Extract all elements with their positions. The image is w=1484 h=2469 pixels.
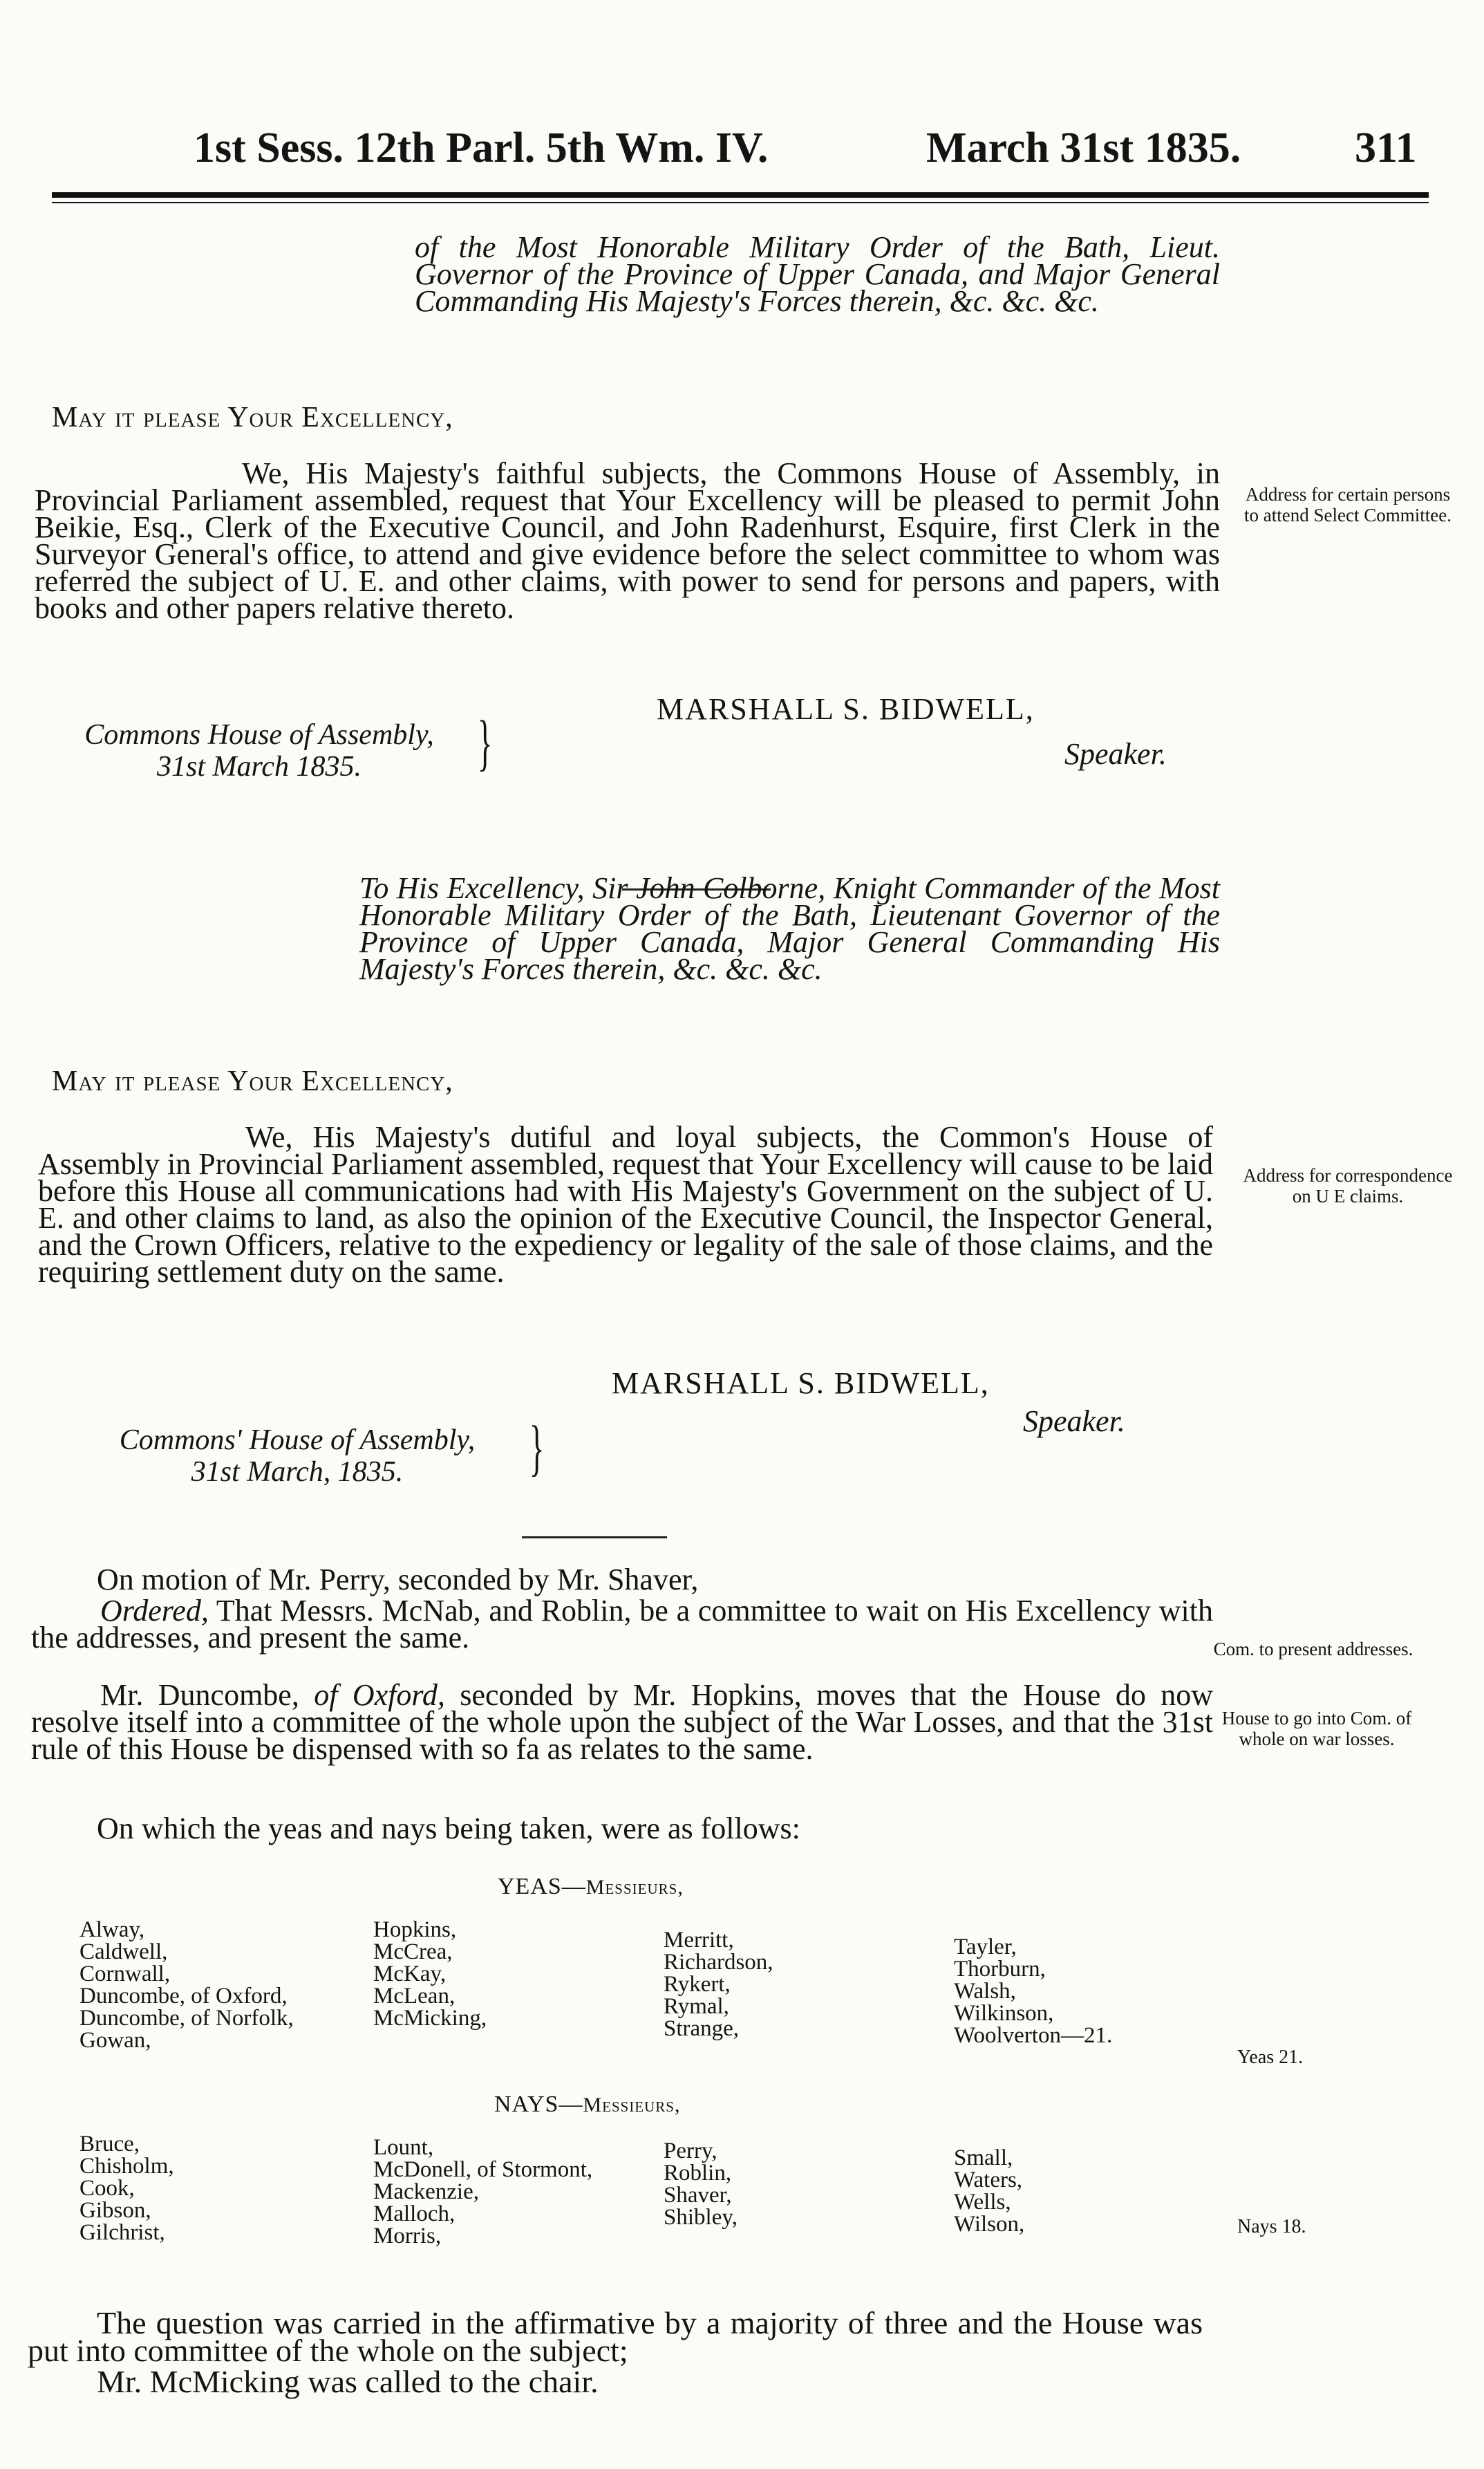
list-item: Thorburn, (954, 1957, 1046, 1982)
address1-date: 31st March 1835. (157, 751, 361, 783)
address2-title (359, 871, 1220, 986)
list-item: Gibson, (79, 2198, 151, 2223)
nays-heading (494, 2091, 681, 2118)
address1-place-date (45, 719, 473, 783)
nays-tally: Nays 18. (1237, 2216, 1306, 2237)
list-item: Mackenzie, (373, 2179, 479, 2204)
yeas-tally: Yeas 21. (1237, 2047, 1304, 2068)
nays-label: NAYS— (494, 2091, 583, 2117)
list-item: Rykert, (664, 1972, 731, 1997)
duncombe-motion (31, 1678, 1214, 1766)
session-label: 1st Sess. 12th Parl. 5th Wm. IV. (194, 124, 769, 171)
address2-signer: MARSHALL S. BIDWELL, (612, 1366, 990, 1400)
nays-column-1 (79, 2133, 174, 2244)
address1-title: of the Most Honorable Military Order of the Bath, Lieut. Governor of the Province of Upper Canada, and Major General Commanding His Majesty's Forces therein, &c. &c. &c. (415, 230, 1220, 318)
address2-salutation: May it please Your Excellency, (52, 1065, 453, 1097)
list-item: Small, (954, 2145, 1013, 2170)
yeas-column-3 (664, 1929, 773, 2040)
margin-note-address2: Address for correspondence on U E claims. (1243, 1165, 1453, 1206)
duncombe-oxford: of Oxford, (314, 1678, 445, 1712)
list-item: Wilkinson, (954, 2001, 1054, 2026)
list-item: McMicking, (373, 2006, 487, 2031)
address1-place: Commons House of Assembly, (84, 719, 434, 751)
yeas-nays-intro: On which the yeas and nays being taken, were as follows: (97, 1811, 800, 1845)
list-item: Gilchrist, (79, 2220, 165, 2245)
list-item: Hopkins, (373, 1917, 457, 1942)
header-rule (52, 192, 1429, 198)
yeas-column-1 (79, 1919, 294, 2051)
margin-note-house: House to go into Com. of whole on war losses. (1221, 1708, 1412, 1749)
list-item: Waters, (954, 2168, 1023, 2192)
address2-date: 31st March, 1835. (191, 1456, 404, 1488)
address2-brace: } (529, 1414, 545, 1482)
list-item: McDonell, of Stormont, (373, 2157, 593, 2182)
list-item: Richardson, (664, 1950, 773, 1975)
list-item: Walsh, (954, 1979, 1016, 2004)
list-item: Malloch, (373, 2201, 455, 2226)
list-item: Shibley, (664, 2205, 738, 2230)
list-item: Morris, (373, 2224, 442, 2248)
list-item: Woolverton—21. (954, 2023, 1113, 2048)
list-item: McKay, (373, 1962, 447, 1986)
list-item: Bruce, (79, 2132, 140, 2156)
yeas-messieurs: Messieurs, (585, 1876, 684, 1899)
nays-column-3 (664, 2140, 738, 2228)
list-item: Wells, (954, 2190, 1011, 2215)
list-item: Merritt, (664, 1928, 734, 1953)
margin-note-committee: Com. to present addresses. (1213, 1639, 1413, 1659)
list-item: Cornwall, (79, 1962, 171, 1986)
address2-title-text: To His Excellency, Sir John Colborne, Knight Commander of the Most Honorable Military Order of the Bath, Lieutenant Governor of the Province of Upper Canada, Major General Commanding His Majesty's Forces therein, &c. &c. &c. (359, 871, 1220, 986)
list-item: Duncombe, of Oxford, (79, 1984, 288, 2009)
list-item: Alway, (79, 1917, 145, 1942)
page-number: 311 (1355, 124, 1417, 171)
ordered-text: That Messrs. McNab, and Roblin, be a committee to wait on His Excellency with the addresses, and present the same. (31, 1594, 1213, 1655)
list-item: Strange, (664, 2016, 740, 2041)
chair-line: Mr. McMicking was called to the chair. (97, 2364, 599, 2399)
list-item: Perry, (664, 2139, 717, 2163)
address1-speaker: Speaker. (1064, 737, 1167, 771)
yeas-column-4 (954, 1936, 1112, 2047)
address1-body: We, His Majesty's faithful subjects, the Commons House of Assembly, in Provincial Parliament assembled, request that Your Excellency will be pleased to permit John Beikie, Esq., Clerk of the Executive Council, and John Radenhurst, Esquire, first Clerk in the Surveyor General's office, to attend and give evidence before the select committee to whom was referred the subject of U. E. and other claims, with power to send for persons and papers, with books and other papers relative thereto. (35, 456, 1220, 625)
list-item: Lount, (373, 2135, 434, 2160)
nays-column-2 (373, 2136, 592, 2247)
list-item: Duncombe, of Norfolk, (79, 2006, 294, 2031)
address1-salutation: May it please Your Excellency, (52, 402, 453, 434)
address1-signer: MARSHALL S. BIDWELL, (657, 692, 1035, 726)
list-item: Cook, (79, 2176, 135, 2201)
address2-place-date (76, 1424, 518, 1488)
list-item: Rymal, (664, 1994, 729, 2019)
list-item: Caldwell, (79, 1939, 168, 1964)
duncombe-a: Mr. Duncombe, (100, 1678, 299, 1712)
address1-brace: } (477, 709, 493, 777)
list-item: Gowan, (79, 2028, 151, 2053)
section-divider-2 (522, 1536, 667, 1538)
list-item: Roblin, (664, 2161, 732, 2186)
nays-column-4 (954, 2147, 1024, 2235)
header-rule-thin (52, 202, 1429, 203)
result-paragraph: The question was carried in the affirmative by a majority of three and the House was put into committee of the whole on the subject; (28, 2305, 1203, 2368)
yeas-label: YEAS— (498, 1874, 586, 1899)
list-item: Shaver, (664, 2183, 732, 2208)
yeas-heading (498, 1874, 684, 1900)
header-date: March 31st 1835. (926, 124, 1241, 171)
duncombe-b: seconded by Mr. Hopkins, moves that the House do now resolve itself into a committee of the whole upon the subject of the War Losses, and that the 31st rule of this House be dispensed with so fa as relates to the same. (31, 1678, 1214, 1766)
margin-note-address1: Address for certain persons to attend Select Committee. (1244, 484, 1452, 525)
motion-line: On motion of Mr. Perry, seconded by Mr. Shaver, (97, 1563, 699, 1596)
list-item: Chisholm, (79, 2154, 174, 2179)
list-item: Wilson, (954, 2212, 1025, 2237)
ordered-paragraph (31, 1594, 1213, 1655)
address2-place: Commons' House of Assembly, (119, 1424, 476, 1456)
address2-body: We, His Majesty's dutiful and loyal subjects, the Common's House of Assembly in Provincial Parliament assembled, request that Your Excellency will cause to be laid before this House all communications had with His Majesty's Government on the subject of U. E. and other claims to land, as also the opinion of the Executive Council, the Inspector General, and the Crown Officers, relative to the expediency or legality of the sale of those claims, and the requiring settlement duty on the same. (38, 1120, 1213, 1289)
ordered-word: Ordered, (100, 1594, 209, 1628)
list-item: Tayler, (954, 1935, 1017, 1959)
list-item: McCrea, (373, 1939, 453, 1964)
yeas-column-2 (373, 1919, 487, 2029)
address2-speaker: Speaker. (1023, 1404, 1125, 1438)
list-item: McLean, (373, 1984, 455, 2009)
nays-messieurs: Messieurs, (583, 2094, 681, 2116)
